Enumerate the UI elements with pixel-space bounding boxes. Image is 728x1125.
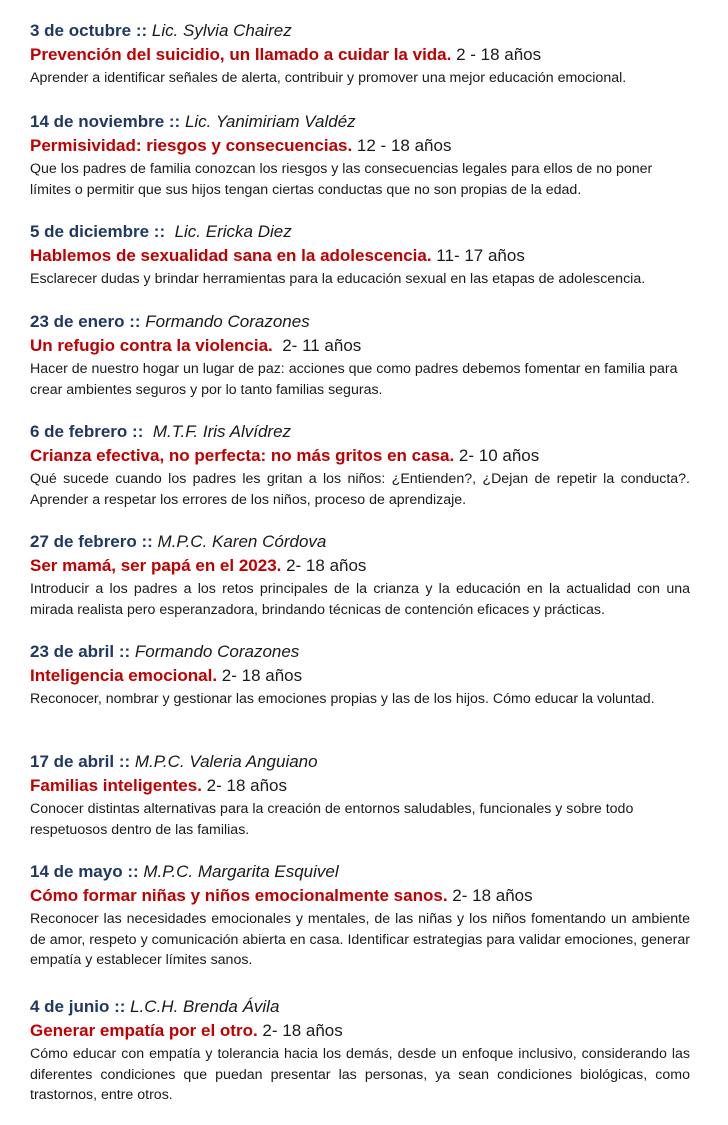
event-description: Hacer de nuestro hogar un lugar de paz: acciones que como padres debemos fomentar en familia para crear ambientes seguros y por lo tanto familias seguras. xyxy=(30,361,678,398)
event-speaker: Formando Corazones xyxy=(134,642,300,661)
event-header xyxy=(30,421,690,443)
event-speaker: M.P.C. Margarita Esquivel xyxy=(143,862,339,881)
separator: :: xyxy=(127,422,153,441)
event-date: 14 de noviembre xyxy=(30,112,165,131)
event-title-line xyxy=(30,884,690,908)
event-header xyxy=(30,531,690,553)
event-title: Ser mamá, ser papá en el 2023. xyxy=(30,556,282,575)
event-title: Generar empatía por el otro. xyxy=(30,1021,258,1040)
separator: :: xyxy=(136,532,158,551)
event-speaker: M.P.C. Karen Córdova xyxy=(157,532,327,551)
event-title: Permisividad: riesgos y consecuencias. xyxy=(30,136,353,155)
event-title-line xyxy=(30,664,690,688)
event-description: Reconocer, nombrar y gestionar las emociones propias y las de los hijos. Cómo educar la voluntad. xyxy=(30,691,655,707)
event-speaker: Formando Corazones xyxy=(145,312,310,331)
event-ages: 2- 18 años xyxy=(447,886,533,905)
event-ages: 2- 10 años xyxy=(454,446,540,465)
event-speaker: L.C.H. Brenda Ávila xyxy=(130,997,280,1016)
event-header xyxy=(30,861,690,883)
separator: :: xyxy=(124,312,146,331)
event-description: Cómo educar con empatía y tolerancia hacia los demás, desde un enfoque inclusivo, considerando las diferentes condiciones que puedan presentar las personas, ya sean condiciones biológicas, como trastornos, entre otros. xyxy=(30,1046,690,1103)
separator: :: xyxy=(164,112,185,131)
event-entry xyxy=(30,20,690,89)
event-header xyxy=(30,311,690,333)
event-title-line xyxy=(30,774,690,798)
separator: :: xyxy=(131,21,152,40)
event-description: Que los padres de familia conozcan los riesgos y las consecuencias legales para ellos de no poner límites o permitir que sus hijos tengan ciertas conductas que no son propias de la edad. xyxy=(30,161,653,198)
event-entry xyxy=(30,641,690,710)
event-description: Aprender a identificar señales de alerta, contribuir y promover una mejor educación emocional. xyxy=(30,70,627,86)
event-speaker: M.P.C. Valeria Anguiano xyxy=(134,752,318,771)
event-speaker: Lic. Ericka Diez xyxy=(174,222,292,241)
event-header xyxy=(30,996,690,1018)
event-description: Qué sucede cuando los padres les gritan a los niños: ¿Entienden?, ¿Dejan de repetir la conducta?. Aprender a respetar los errores de los niños, proceso de aprendizaje. xyxy=(30,471,690,508)
separator: :: xyxy=(149,222,175,241)
event-title-line xyxy=(30,1019,690,1043)
event-date: 5 de diciembre xyxy=(30,222,150,241)
event-speaker: Lic. Yanimiriam Valdéz xyxy=(184,112,356,131)
event-date: 27 de febrero xyxy=(30,532,137,551)
event-ages: 11- 17 años xyxy=(431,246,525,265)
event-title: Inteligencia emocional. xyxy=(30,666,218,685)
event-entry xyxy=(30,751,690,840)
event-entry xyxy=(30,421,690,510)
event-entry xyxy=(30,861,690,971)
event-title: Crianza efectiva, no perfecta: no más gritos en casa. xyxy=(30,446,455,465)
event-speaker: M.T.F. Iris Alvídrez xyxy=(152,422,292,441)
event-ages: 2- 18 años xyxy=(201,776,288,795)
separator: :: xyxy=(114,752,135,771)
event-entry xyxy=(30,111,690,200)
event-header xyxy=(30,751,690,773)
event-entry xyxy=(30,311,690,400)
event-speaker: Lic. Sylvia Chairez xyxy=(151,21,292,40)
event-title-line xyxy=(30,444,690,468)
separator: :: xyxy=(109,997,131,1016)
separator: :: xyxy=(114,642,135,661)
event-title: Hablemos de sexualidad sana en la adolescencia. xyxy=(30,246,432,265)
event-date: 23 de abril xyxy=(30,642,115,661)
event-ages: 2- 18 años xyxy=(217,666,303,685)
event-description: Introducir a los padres a los retos principales de la crianza y la educación en la actualidad con una mirada realista pero esperanzadora, brindando técnicas de contención eficaces y prácticas. xyxy=(30,581,690,618)
event-date: 6 de febrero xyxy=(30,422,128,441)
event-date: 14 de mayo xyxy=(30,862,123,881)
event-ages: 2- 18 años xyxy=(257,1021,343,1040)
event-title-line xyxy=(30,554,690,578)
event-date: 4 de junio xyxy=(30,997,110,1016)
event-description: Esclarecer dudas y brindar herramientas para la educación sexual en las etapas de adolescencia. xyxy=(30,271,646,287)
event-date: 3 de octubre xyxy=(30,21,132,40)
separator: :: xyxy=(122,862,144,881)
event-ages: 12 - 18 años xyxy=(352,136,452,155)
event-header xyxy=(30,111,690,133)
event-title: Cómo formar niñas y niños emocionalmente sanos. xyxy=(30,886,448,905)
event-ages: 2- 18 años xyxy=(281,556,367,575)
event-description: Conocer distintas alternativas para la creación de entornos saludables, funcionales y sobre todo respetuosos dentro de las familias. xyxy=(30,801,634,838)
event-ages: 2- 11 años xyxy=(272,336,362,355)
event-title: Familias inteligentes. xyxy=(30,776,202,795)
event-title-line xyxy=(30,334,690,358)
event-date: 17 de abril xyxy=(30,752,115,771)
event-title: Prevención del suicidio, un llamado a cuidar la vida. xyxy=(30,45,452,64)
event-entry xyxy=(30,221,690,290)
event-header xyxy=(30,221,690,243)
event-header xyxy=(30,641,690,663)
event-date: 23 de enero xyxy=(30,312,125,331)
event-title-line xyxy=(30,134,690,158)
event-title: Un refugio contra la violencia. xyxy=(30,336,273,355)
event-header xyxy=(30,20,690,42)
event-entry xyxy=(30,531,690,620)
event-description: Reconocer las necesidades emocionales y mentales, de las niñas y los niños fomentando un ambiente de amor, respeto y comunicación abierta en casa. Identificar estrategias para validar emociones, generar empatía y establecer límites sanos. xyxy=(30,911,690,968)
event-title-line xyxy=(30,244,690,268)
event-ages: 2 - 18 años xyxy=(451,45,542,64)
event-entry xyxy=(30,996,690,1106)
event-title-line xyxy=(30,43,690,67)
